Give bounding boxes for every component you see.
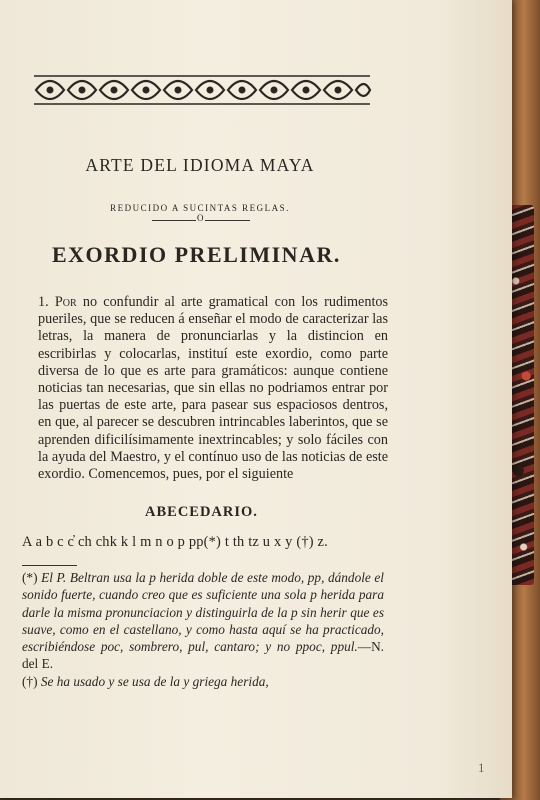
section-title: EXORDIO PRELIMINAR.	[52, 242, 341, 267]
book-subtitle: REDUCIDO A SUCINTAS REGLAS.	[110, 203, 290, 213]
paragraph-number: 1.	[38, 294, 49, 310]
footnote-1	[22, 569, 384, 673]
abecedario-heading: ABECEDARIO.	[145, 504, 258, 520]
paragraph-lead-word: Por	[54, 294, 77, 310]
paragraph-text: no confundir al arte gramatical con los rudimentos pueriles, que se reducen á enseñar el modo de caracterizar las letras, la manera de pronunciarlas y la distincion en escribirlas y colocarlas, instituí este exordio, como parte diversa de lo que es arte para gramáticos: aunque contiene noticias tan necesarias, que sin ellas no podriamos entrar por las puertas de este arte, para pasear sus espaciosos dentros, en que, al parecer se descubren intrincables laberintos, que se aprenden dificilísimamente inextrincables; y solo fáciles con la ayuda del Maestro, y el contínuo uso de las noticias de este exordio. Comencemos, pues, por el siguiente	[38, 294, 388, 483]
decorative-headpiece	[32, 70, 372, 110]
page-number: 1	[478, 760, 485, 775]
footnotes	[22, 569, 384, 690]
footnote-1-mark: (*)	[22, 570, 38, 585]
footnote-1-text: El P. Beltran usa la p herida doble de este modo, pp, dándole el sonido fuerte, cuando creo que es suficiente una sola p herida para darle la misma pronunciacion y distinguirla de la p sin herir que es suave, como en el castellano, y como hasta aquí se ha practicado, escribiéndose poc, sombrero, pul, cantaro; y no ppoc, ppul.	[22, 570, 384, 655]
footnote-2-text: Se ha usado y se usa de la y griega herida,	[37, 673, 269, 689]
divider-mark: O	[197, 213, 204, 223]
book-title: ARTE DEL IDIOMA MAYA	[85, 155, 315, 175]
alphabet-line: A a b c c̓ ch chk k l m n o p pp(*) t th tz u x y (†) z.	[22, 534, 328, 550]
footnote-divider	[22, 565, 77, 566]
paragraph-1	[38, 294, 388, 483]
footnote-2-mark: (†)	[22, 673, 38, 689]
footnote-1-signature: —N. del E.	[22, 639, 384, 672]
footnote-2	[22, 673, 384, 690]
